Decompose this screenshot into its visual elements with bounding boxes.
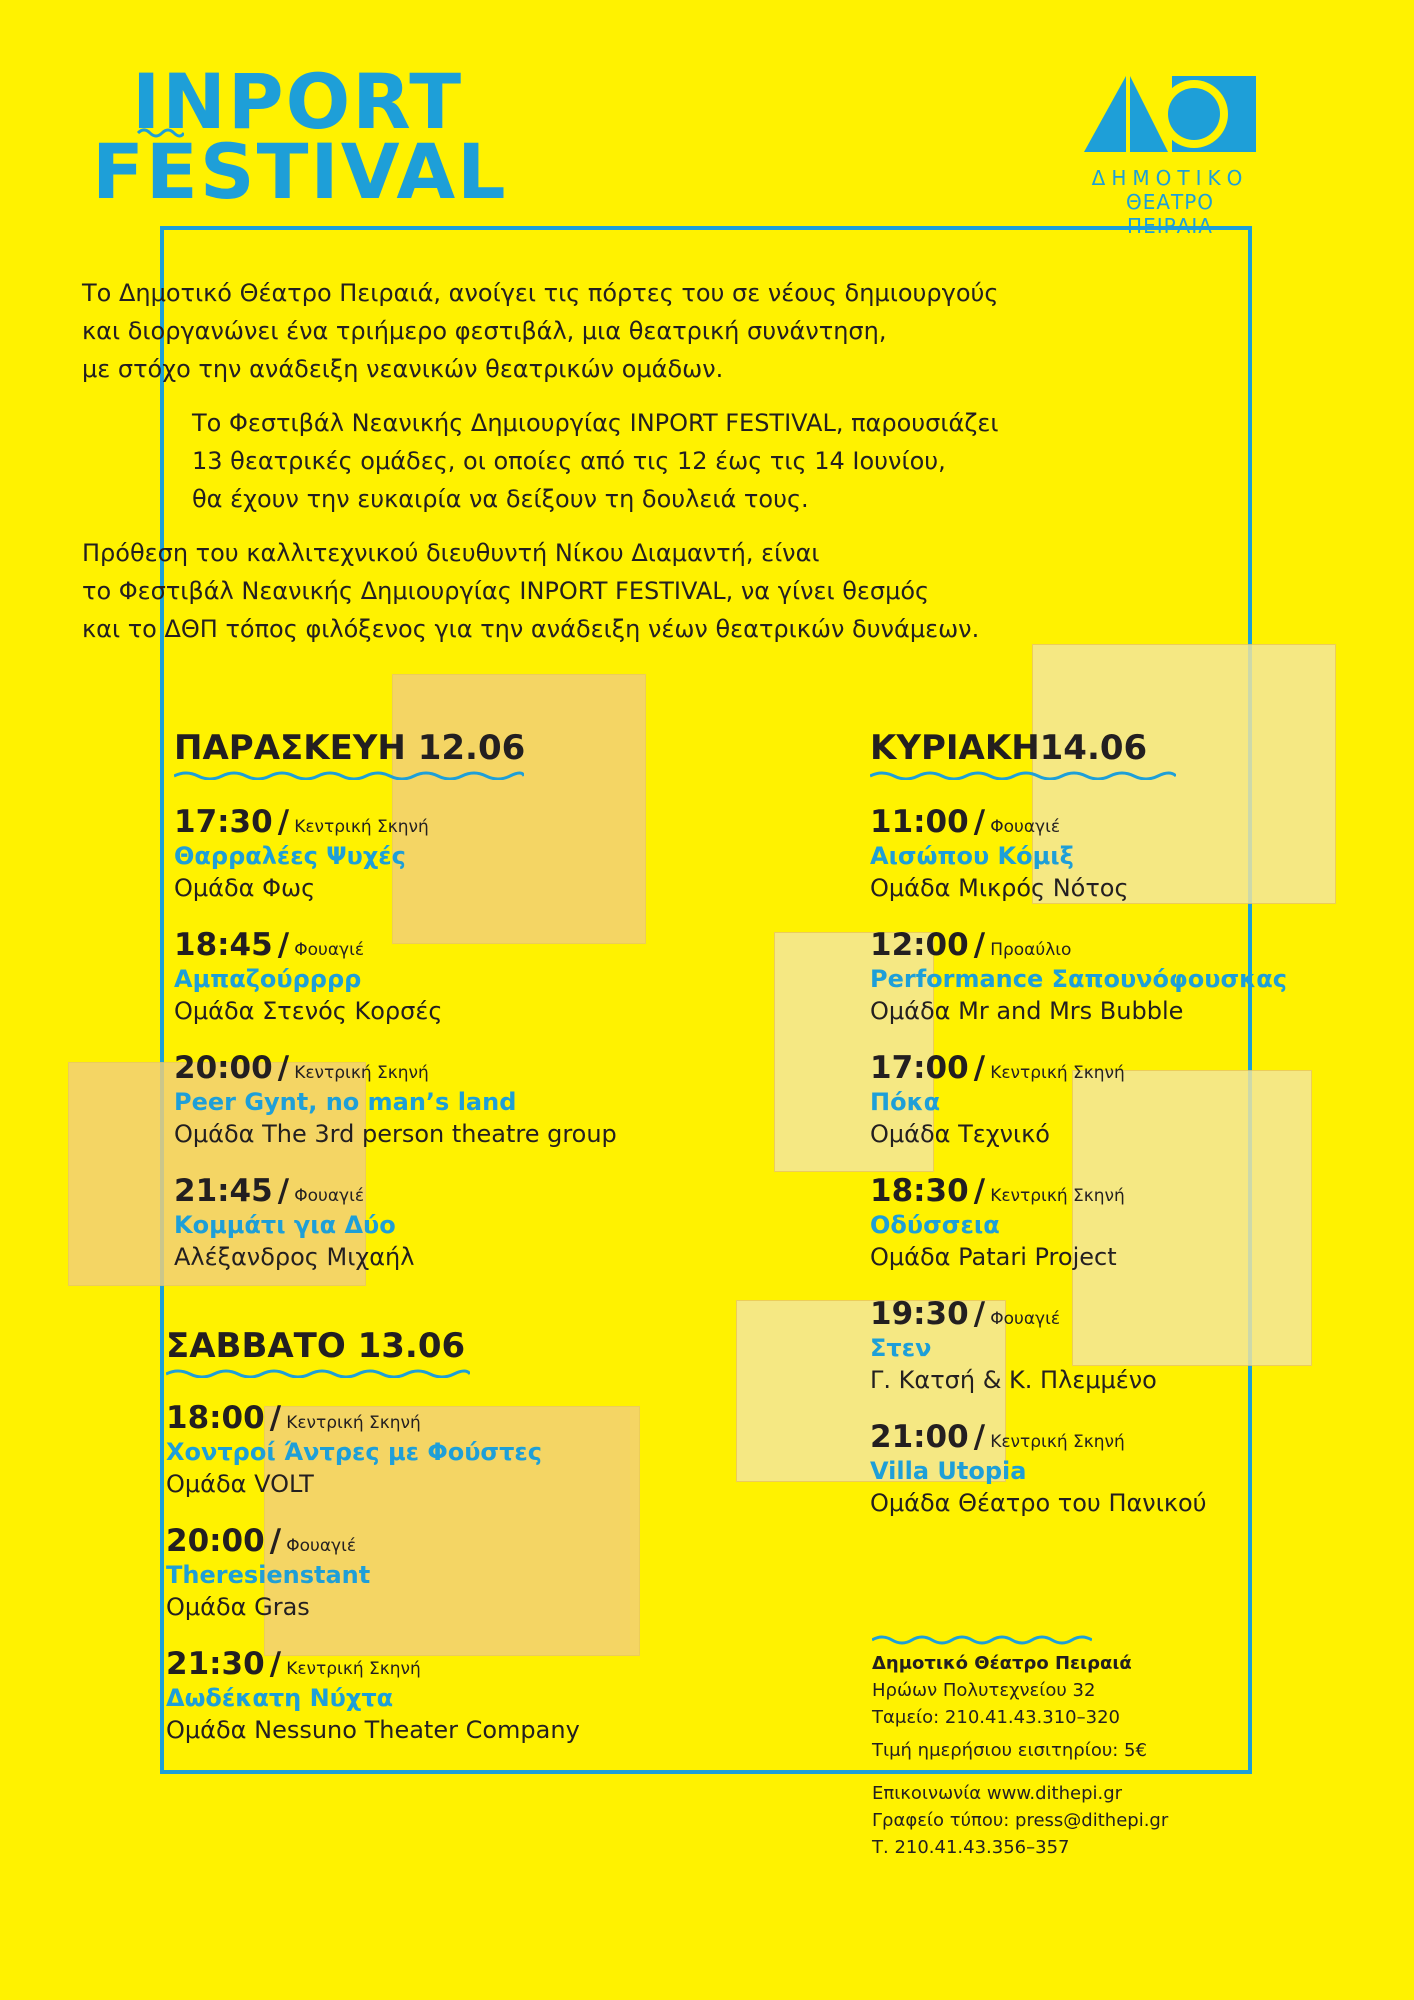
- event-venue: Κεντρική Σκηνή: [286, 1659, 421, 1679]
- event-group: Ομάδα Patari Project: [870, 1243, 1117, 1271]
- event-item: 18:30 / Κεντρική Σκηνή Οδύσσεια Ομάδα Patari Project: [870, 1173, 1125, 1271]
- intro-paragraph-1: [82, 274, 1082, 388]
- event-time: 18:45: [174, 927, 273, 963]
- contact-press-email[interactable]: Γραφείο τύπου: press@dithepi.gr: [872, 1810, 1169, 1831]
- event-item: 18:45 / Φουαγιέ Αμπαζούρρρρ Ομάδα Στενός Κορσές: [174, 927, 443, 1025]
- event-time: 21:45: [174, 1173, 273, 1209]
- day-heading-friday: ΠΑΡΑΣΚΕΥΗ 12.06: [174, 728, 526, 768]
- wave-underline-icon: [872, 1634, 1092, 1646]
- contact-info-block: [872, 1780, 1232, 1861]
- wave-underline-icon: [174, 770, 524, 780]
- event-title: Θαρραλέες Ψυχές: [174, 842, 406, 870]
- event-item: 20:00 / Φουαγιέ Theresienstant Ομάδα Gras: [166, 1523, 371, 1621]
- festival-logo-line1: INPORT: [132, 57, 464, 146]
- event-group: Ομάδα Μικρός Νότος: [870, 874, 1129, 902]
- intro-line: και το ΔΘΠ τόπος φιλόξενος για την ανάδειξη νέων θεατρικών δυνάμεων.: [82, 615, 980, 643]
- theatre-logo: [1080, 74, 1260, 238]
- event-title: Χοντροί Άντρες με Φούστες: [166, 1438, 543, 1466]
- intro-line: και διοργανώνει ένα τριήμερο φεστιβάλ, μια θεατρική συνάντηση,: [82, 317, 887, 345]
- event-group: Αλέξανδρος Μιχαήλ: [174, 1243, 415, 1271]
- event-item: 19:30 / Φουαγιέ Στεν Γ. Κατσή & Κ. Πλεμμένο: [870, 1296, 1157, 1394]
- event-group: Ομάδα VOLT: [166, 1470, 314, 1498]
- event-title: Δωδέκατη Νύχτα: [166, 1684, 394, 1712]
- intro-line: 13 θεατρικές ομάδες, οι οποίες από τις 12 έως τις 14 Ιουνίου,: [192, 447, 946, 475]
- event-title: Αισώπου Κόμιξ: [870, 842, 1074, 870]
- event-item: 12:00 / Προαύλιο Performance Σαπουνόφουσκας Ομάδα Mr and Mrs Bubble: [870, 927, 1287, 1025]
- festival-logo-line2: FESTIVAL: [92, 127, 508, 216]
- event-venue: Κεντρική Σκηνή: [294, 817, 429, 837]
- event-group: Ομάδα Τεχνικό: [870, 1120, 1050, 1148]
- event-title: Πόκα: [870, 1088, 941, 1116]
- event-item: 21:30 / Κεντρική Σκηνή Δωδέκατη Νύχτα Ομάδα Nessuno Theater Company: [166, 1646, 580, 1744]
- event-venue: Προαύλιο: [990, 940, 1072, 960]
- event-venue: Κεντρική Σκηνή: [990, 1432, 1125, 1452]
- event-item: 18:00 / Κεντρική Σκηνή Χοντροί Άντρες με Φούστες Ομάδα VOLT: [166, 1400, 543, 1498]
- festival-logo: [92, 57, 508, 216]
- theatre-logo-line2: ΘΕΑΤΡΟ ΠΕΙΡΑΙΑ: [1125, 190, 1215, 238]
- event-item: 21:45 / Φουαγιέ Κομμάτι για Δύο Αλέξανδρος Μιχαήλ: [174, 1173, 415, 1271]
- event-venue: Φουαγιέ: [294, 1186, 365, 1206]
- event-group: Ομάδα Nessuno Theater Company: [166, 1716, 580, 1744]
- event-time: 20:00: [166, 1523, 265, 1559]
- event-item: 17:30 / Κεντρική Σκηνή Θαρραλέες Ψυχές Ομάδα Φως: [174, 804, 429, 902]
- event-venue: Κεντρική Σκηνή: [990, 1063, 1125, 1083]
- event-time: 11:00: [870, 804, 969, 840]
- event-group: Ομάδα Mr and Mrs Bubble: [870, 997, 1184, 1025]
- event-item: 17:00 / Κεντρική Σκηνή Πόκα Ομάδα Τεχνικό: [870, 1050, 1125, 1148]
- wave-underline-icon: [870, 770, 1176, 780]
- event-venue: Φουαγιέ: [990, 1309, 1061, 1329]
- event-time: 19:30: [870, 1296, 969, 1332]
- event-time: 17:30: [174, 804, 273, 840]
- contact-name: Δημοτικό Θέατρο Πειραιά: [872, 1653, 1132, 1674]
- event-item: 20:00 / Κεντρική Σκηνή Peer Gynt, no man’s land Ομάδα The 3rd person theatre group: [174, 1050, 617, 1148]
- event-item: 11:00 / Φουαγιέ Αισώπου Κόμιξ Ομάδα Μικρός Νότος: [870, 804, 1129, 902]
- event-title: Villa Utopia: [870, 1457, 1027, 1485]
- event-title: Peer Gynt, no man’s land: [174, 1088, 517, 1116]
- intro-line: Πρόθεση του καλλιτεχνικού διευθυντή Νίκου Διαμαντή, είναι: [82, 539, 820, 567]
- intro-line: θα έχουν την ευκαιρία να δείξουν τη δουλειά τους.: [192, 485, 809, 513]
- contact-phone: Τ. 210.41.43.356–357: [872, 1837, 1070, 1858]
- wave-underline-icon: [166, 1368, 470, 1378]
- intro-line: με στόχο την ανάδειξη νεανικών θεατρικών ομάδων.: [82, 355, 724, 383]
- event-group: Ομάδα The 3rd person theatre group: [174, 1120, 617, 1148]
- contact-address: Ηρώων Πολυτεχνείου 32: [872, 1680, 1096, 1701]
- intro-paragraph-2: [192, 404, 1192, 518]
- event-time: 21:00: [870, 1419, 969, 1455]
- day-heading-sunday: ΚΥΡΙΑΚΗ14.06: [870, 728, 1148, 768]
- event-time: 20:00: [174, 1050, 273, 1086]
- intro-line: Το Φεστιβάλ Νεανικής Δημιουργίας INPORT FESTIVAL, παρουσιάζει: [192, 409, 999, 437]
- intro-paragraph-3: [82, 534, 1082, 648]
- event-group: Ομάδα Gras: [166, 1593, 310, 1621]
- event-venue: Φουαγιέ: [294, 940, 365, 960]
- event-venue: Κεντρική Σκηνή: [286, 1413, 421, 1433]
- event-venue: Κεντρική Σκηνή: [294, 1063, 429, 1083]
- contact-block: [872, 1650, 1232, 1764]
- theatre-logo-line1: ΔΗΜΟΤΙΚΟ: [1091, 166, 1249, 190]
- event-venue: Φουαγιέ: [286, 1536, 357, 1556]
- event-time: 18:30: [870, 1173, 969, 1209]
- logo-wave-icon: [136, 126, 184, 140]
- photo-thumbnail: [392, 674, 646, 944]
- event-group: Ομάδα Θέατρο του Πανικού: [870, 1489, 1207, 1517]
- event-venue: Κεντρική Σκηνή: [990, 1186, 1125, 1206]
- event-title: Performance Σαπουνόφουσκας: [870, 965, 1287, 993]
- event-title: Οδύσσεια: [870, 1211, 1000, 1239]
- event-group: Ομάδα Στενός Κορσές: [174, 997, 443, 1025]
- event-title: Theresienstant: [166, 1561, 371, 1589]
- theatre-logo-mark-icon: [1080, 74, 1260, 156]
- intro-line: το Φεστιβάλ Νεανικής Δημιουργίας INPORT FESTIVAL, να γίνει θεσμός: [82, 577, 930, 605]
- contact-website[interactable]: Επικοινωνία www.dithepi.gr: [872, 1783, 1123, 1804]
- day-heading-saturday: ΣΑΒΒΑΤΟ 13.06: [166, 1326, 466, 1366]
- intro-line: Το Δημοτικό Θέατρο Πειραιά, ανοίγει τις πόρτες του σε νέους δημιουργούς: [82, 279, 999, 307]
- ticket-price: Τιμή ημερήσιου εισιτηρίου: 5€: [872, 1740, 1147, 1761]
- event-time: 12:00: [870, 927, 969, 963]
- event-title: Αμπαζούρρρρ: [174, 965, 362, 993]
- event-time: 17:00: [870, 1050, 969, 1086]
- event-group: Γ. Κατσή & Κ. Πλεμμένο: [870, 1366, 1157, 1394]
- contact-box-office: Ταμείο: 210.41.43.310–320: [872, 1707, 1120, 1728]
- event-title: Κομμάτι για Δύο: [174, 1211, 396, 1239]
- event-group: Ομάδα Φως: [174, 874, 316, 902]
- event-title: Στεν: [870, 1334, 932, 1362]
- event-time: 18:00: [166, 1400, 265, 1436]
- event-venue: Φουαγιέ: [990, 817, 1061, 837]
- event-item: 21:00 / Κεντρική Σκηνή Villa Utopia Ομάδα Θέατρο του Πανικού: [870, 1419, 1207, 1517]
- event-time: 21:30: [166, 1646, 265, 1682]
